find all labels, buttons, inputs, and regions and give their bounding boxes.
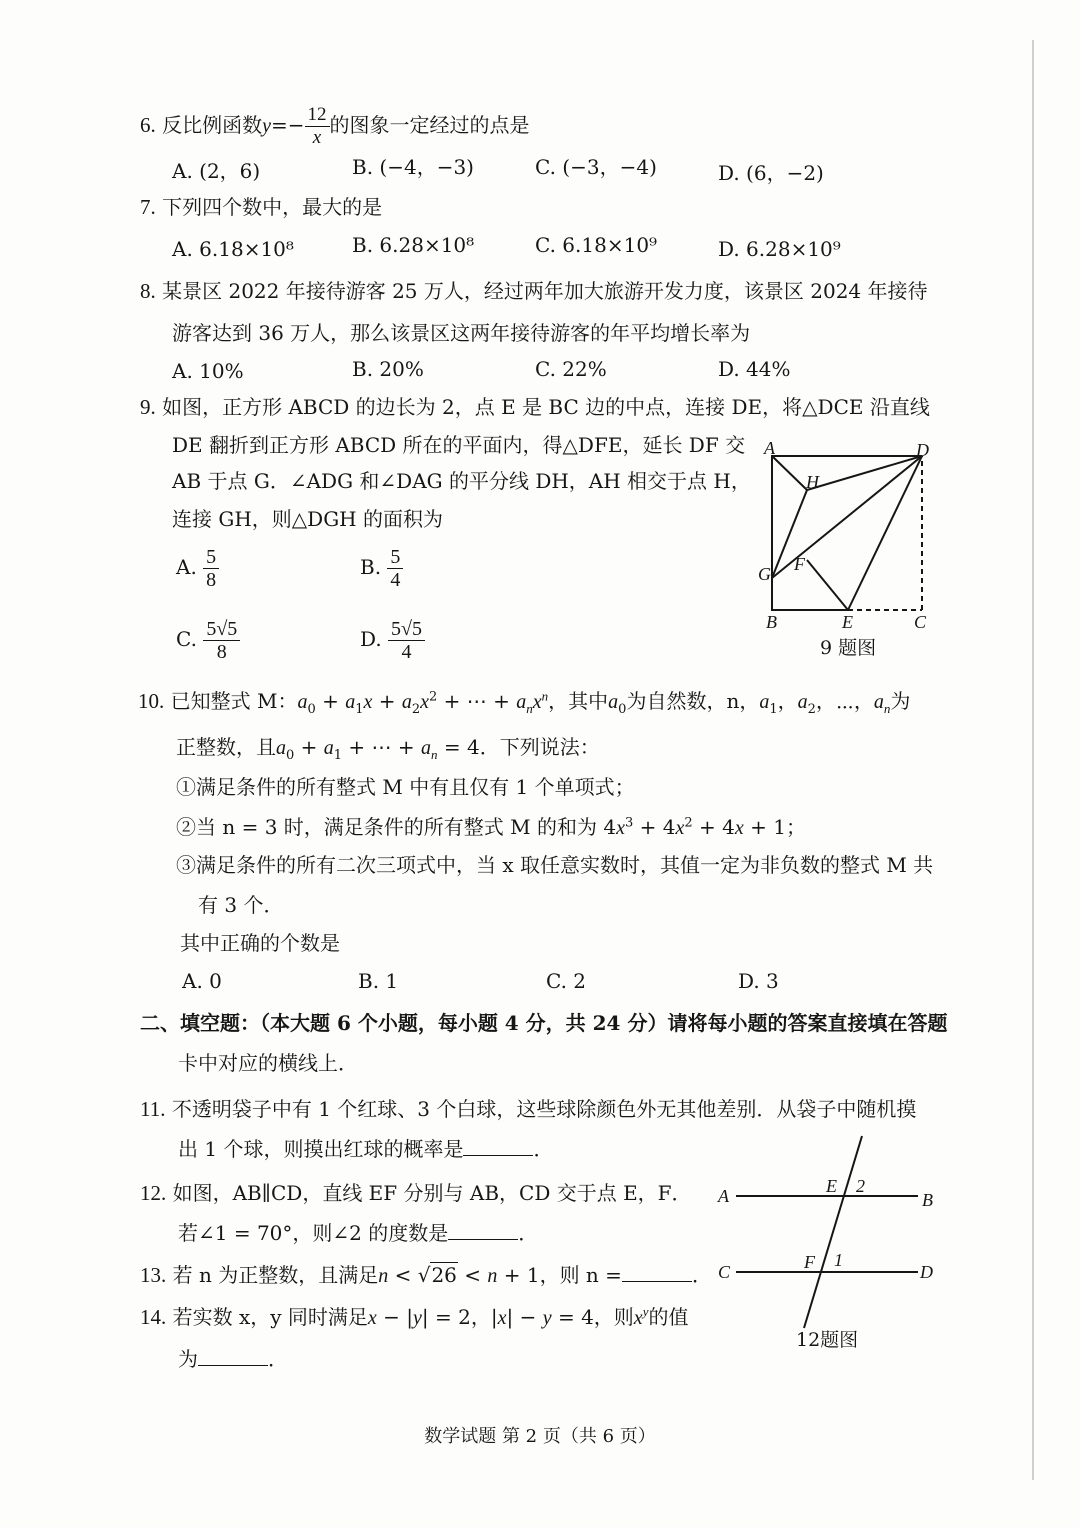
section-2-heading: 二、填空题：（本大题 6 个小题，每小题 4 分，共 24 分）请将每小题的答案直接填在答题: [140, 1011, 948, 1035]
question-9-option-c[interactable]: C. $\frac{5√5}{8}$: [176, 618, 240, 663]
question-10-statement-2: ②当 n = 3 时，满足条件的所有整式 M 的和为 $4x^3 + 4x^2 + 4x + 1$；: [176, 815, 806, 839]
question-9-option-d[interactable]: D. $\frac{5√5}{4}$: [360, 618, 425, 663]
label-a: A: [718, 1186, 729, 1206]
question-7-stem: 7. 下列四个数中，最大的是: [140, 195, 383, 219]
question-7-option-d[interactable]: D. 6.28×10⁹: [718, 237, 841, 261]
question-10-option-b[interactable]: B. 1: [358, 969, 399, 993]
question-10-ask: 其中正确的个数是: [180, 931, 340, 955]
label-h: H: [806, 472, 819, 492]
question-10-statement-3-cont: 有 3 个．: [198, 893, 284, 917]
question-11-line-1: 11. 不透明袋子中有 1 个红球、3 个白球，这些球除颜色外无其他差别．从袋子中随机摸: [140, 1097, 917, 1121]
section-2-heading-cont: 卡中对应的横线上．: [178, 1051, 358, 1075]
question-10-option-a[interactable]: A. 0: [182, 969, 222, 993]
label-f: F: [804, 1252, 815, 1272]
question-6-option-c[interactable]: C. (−3，−4): [535, 155, 657, 179]
question-9-option-a[interactable]: A. $\frac{5}{8}$: [176, 546, 219, 591]
label-a: A: [764, 438, 775, 458]
figure-12-caption: 12题图: [796, 1329, 859, 1351]
question-10-option-c[interactable]: C. 2: [546, 969, 587, 993]
question-12-line-1: 12. 如图，AB∥CD，直线 EF 分别与 AB，CD 交于点 E，F．: [140, 1181, 692, 1205]
question-14-line-2: 为 ．: [178, 1347, 288, 1371]
figure-9-caption: 9 题图: [820, 637, 877, 659]
segment-de: [848, 456, 922, 610]
label-b: B: [766, 612, 777, 632]
label-c: C: [914, 612, 927, 632]
label-f: F: [794, 554, 805, 574]
question-6-option-d[interactable]: D. (6，−2): [718, 161, 824, 185]
question-13: 13. 若 n 为正整数，且满足n < √26 < n + 1，则 n = ．: [140, 1263, 712, 1287]
question-9-option-b[interactable]: B. $\frac{5}{4}$: [360, 546, 403, 591]
question-10-option-d[interactable]: D. 3: [738, 969, 779, 993]
question-10-line-1: 10. 已知整式 M：$a_0 + a_1x + a_2x^2$ + ⋯ + $a_nx^n$，其中$a_0$为自然数，n，$a_1$，$a_2$，⋯，$a_n$为: [138, 688, 911, 717]
answer-blank-11[interactable]: [463, 1137, 533, 1156]
question-6-stem: 6. 反比例函数y=− $\frac{12}{x}$ 的图象一定经过的点是: [140, 104, 530, 148]
page-edge: [1032, 40, 1034, 1480]
question-9-line-3: AB 于点 G．∠ADG 和∠DAG 的平分线 DH，AH 相交于点 H，: [172, 469, 751, 493]
question-8-line-2: 游客达到 36 万人，那么该景区这两年接待游客的年平均增长率为: [172, 321, 751, 345]
page-footer: 数学试题 第 2 页（共 6 页）: [424, 1426, 656, 1447]
question-8-option-a[interactable]: A. 10%: [172, 359, 244, 383]
question-9-figure: [750, 438, 950, 638]
question-6-option-b[interactable]: B. (−4，−3): [352, 155, 474, 179]
question-7-option-c[interactable]: C. 6.18×10⁹: [535, 233, 658, 257]
question-6-option-a[interactable]: A. (2，6): [172, 159, 261, 183]
question-12-line-2: 若∠1 = 70°，则∠2 的度数是 ．: [178, 1221, 539, 1245]
answer-blank-14[interactable]: [198, 1347, 268, 1366]
segment-ah: [772, 456, 807, 490]
label-d: D: [916, 440, 929, 460]
label-b: B: [922, 1190, 933, 1210]
label-angle-2: 2: [856, 1176, 865, 1196]
question-8-option-c[interactable]: C. 22%: [535, 357, 607, 381]
question-14-line-1: 14. 若实数 x，y 同时满足x − |y| = 2，|x| − y = 4，则$x^y$的值: [140, 1304, 689, 1329]
question-9-line-2: DE 翻折到正方形 ABCD 所在的平面内，得△DFE，延长 DF 交: [172, 433, 746, 457]
label-c: C: [718, 1262, 731, 1282]
question-7-option-b[interactable]: B. 6.28×10⁸: [352, 233, 475, 257]
label-e: E: [826, 1176, 837, 1196]
line-ef: [804, 1136, 862, 1328]
label-d: D: [920, 1262, 933, 1282]
label-e: E: [842, 612, 853, 632]
question-10-statement-1: ①满足条件的所有整式 M 中有且仅有 1 个单项式；: [176, 775, 635, 799]
answer-blank-13[interactable]: [622, 1263, 692, 1282]
question-8-option-b[interactable]: B. 20%: [352, 357, 424, 381]
question-8-option-d[interactable]: D. 44%: [718, 357, 791, 381]
question-11-line-2: 出 1 个球，则摸出红球的概率是 ．: [178, 1137, 554, 1161]
question-9-line-4: 连接 GH，则△DGH 的面积为: [172, 507, 443, 531]
answer-blank-12[interactable]: [448, 1221, 518, 1240]
question-7-option-a[interactable]: A. 6.18×10⁸: [172, 237, 294, 261]
question-10-statement-3: ③满足条件的所有二次三项式中，当 x 取任意实数时，其值一定为非负数的整式 M 共: [176, 853, 934, 877]
question-12-figure: [712, 1130, 952, 1330]
label-g: G: [758, 564, 771, 584]
segment-dh: [807, 456, 922, 490]
question-9-line-1: 9. 如图，正方形 ABCD 的边长为 2，点 E 是 BC 边的中点，连接 DE，将△DCE 沿直线: [140, 395, 930, 419]
question-10-line-2: 正整数，且$a_0 + a_1$ + ⋯ + $a_n = 4$．下列说法：: [176, 735, 600, 763]
segment-ef: [807, 560, 848, 610]
label-angle-1: 1: [834, 1250, 843, 1270]
question-8-line-1: 8. 某景区 2022 年接待游客 25 万人，经过两年加大旅游开发力度，该景区 2024 年接待: [140, 279, 928, 303]
